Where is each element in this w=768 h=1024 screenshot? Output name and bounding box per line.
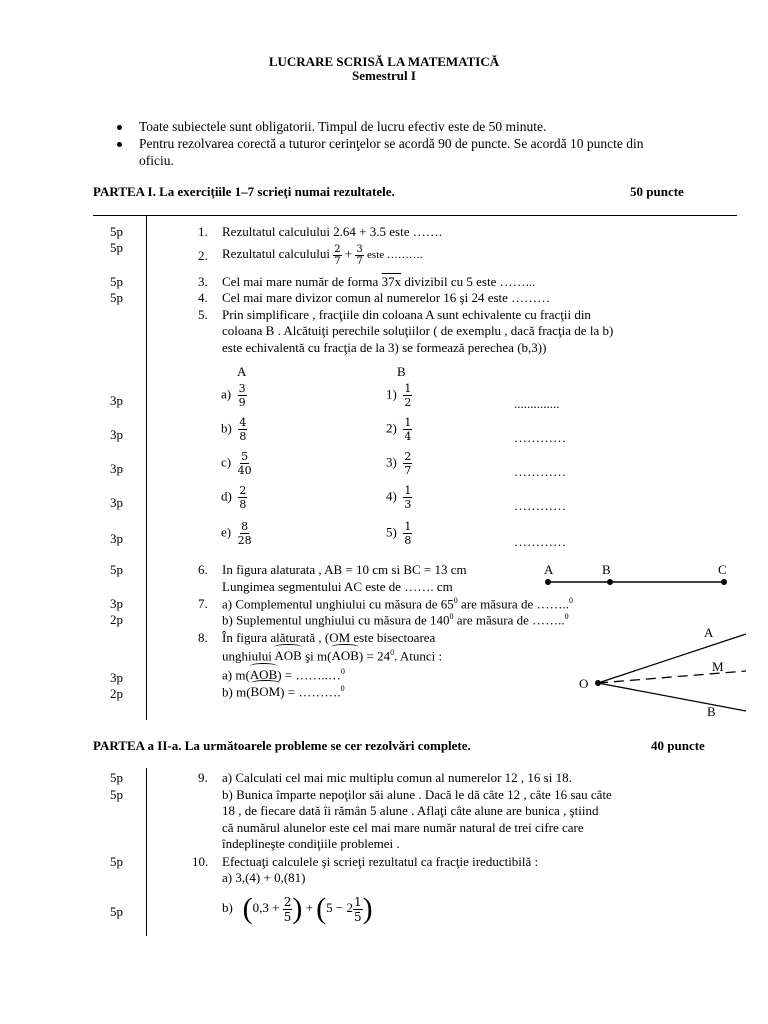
part1-divider	[93, 215, 737, 216]
q9b-text-3: că numărul alunelor este cel mai mare număr natural de trei cifre care	[222, 820, 584, 835]
q6-text-1: In figura alaturata , AB = 10 cm si BC = 13 cm	[222, 562, 467, 577]
q9a-text: a) Calculati cel mai mic multiplu comun al numerelor 12 , 16 si 18.	[222, 770, 572, 785]
q10b-expression: b) (0,3 + $\frac{2}{5}$ ) + (5 − 2 $\frac{1}{5}$ )	[222, 892, 373, 926]
q7a-text: a) Complementul unghiului cu măsura de $65^0$ are măsura de ……..$^0$	[222, 596, 573, 612]
label-b: B	[602, 562, 611, 577]
q9b-text-2: 18 , de fiecare dată îi rămân 5 alune . Aflaţi câte alune are bunica , ştiind	[222, 803, 599, 818]
q5-text-1: Prin simplificare , fracţiile din coloana A sunt echivalente cu fracţii din	[222, 307, 591, 322]
q3-points: 5p	[110, 274, 123, 289]
q7b-text: b) Suplementul unghiului cu măsura de $140^0$ are măsura de ……..$^0$	[222, 612, 569, 628]
column-b-fraction: 5) $\frac{1}{8}$	[386, 520, 412, 547]
column-b-fraction: 2) $\frac{1}{4}$	[386, 416, 412, 443]
segment-figure	[538, 560, 738, 592]
q6-points: 5p	[110, 562, 123, 577]
point-a	[545, 579, 551, 585]
q6-text-2: Lungimea segmentului AC este de ……. cm	[222, 579, 453, 594]
q7b-points: 2p	[110, 612, 123, 627]
q10a-points: 5p	[110, 854, 123, 869]
column-a-fraction: d) $\frac{2}{8}$	[221, 484, 247, 511]
q9b-points: 5p	[110, 787, 123, 802]
q9-number: 9.	[198, 770, 208, 785]
part2-title: PARTEA a II-a. La următoarele probleme se cer rezolvări complete.	[93, 738, 471, 753]
document-subtitle: Semestrul I	[352, 68, 416, 83]
q8b-points: 2p	[110, 686, 123, 701]
answer-blank: …………	[514, 430, 566, 445]
column-a-header: A	[237, 364, 247, 379]
q4-text: Cel mai mare divizor comun al numerelor 16 şi 24 este ………	[222, 290, 551, 305]
q1-points: 5p	[110, 224, 123, 239]
q5-number: 5.	[198, 307, 208, 322]
column-a-fraction: b) $\frac{4}{8}$	[221, 416, 247, 443]
bullet-icon	[117, 125, 122, 130]
pair-points: 3p	[110, 531, 123, 546]
label-ray-m: M	[712, 659, 724, 674]
q3-text: Cel mai mare număr de forma 37x divizibil cu 5 este ……...	[222, 274, 536, 289]
q8-text-2: unghiului AOB şi m(AOB ) = $24^0$. Atunci :	[222, 648, 442, 664]
q4-number: 4.	[198, 290, 208, 305]
q2-text: Rezultatul calculului $\frac{2}{7}$ + $\frac{3}{7}$ este ……….	[222, 243, 423, 267]
rule-1: Toate subiectele sunt obligatorii. Timpul de lucru efectiv este de 50 minute.	[139, 119, 547, 134]
q3-number: 3.	[198, 274, 208, 289]
column-a-fraction: e) $\frac{8}{28}$	[221, 520, 252, 547]
q2-points: 5p	[110, 240, 123, 255]
q6-number: 6.	[198, 562, 208, 577]
q7-number: 7.	[198, 596, 208, 611]
q10b-points: 5p	[110, 904, 123, 919]
column-b-fraction: 1) $\frac{1}{2}$	[386, 382, 412, 409]
label-ray-b: B	[707, 704, 716, 719]
part1-margin-line	[146, 215, 147, 720]
answer-blank: …………	[514, 464, 566, 479]
ray-ob	[598, 683, 746, 711]
q4-points: 5p	[110, 290, 123, 305]
q10-text: Efectuaţi calculele şi scrieţi rezultatul ca fracţie ireductibilă :	[222, 854, 539, 869]
part2-margin-line	[146, 768, 147, 936]
q9a-points: 5p	[110, 770, 123, 785]
pair-points: 3p	[110, 393, 123, 408]
q8b-text: b) m(BOM ) = ……….$^0$	[222, 684, 345, 700]
label-a: A	[544, 562, 554, 577]
part1-title: PARTEA I. La exerciţiile 1–7 scrieţi numai rezultatele.	[93, 184, 395, 199]
rule-2: Pentru rezolvarea corectă a tuturor cerinţelor se acordă 90 de puncte. Se acordă 10 puncte din	[139, 136, 644, 151]
q9b-text-4: îndeplineşte condiţiile problemei .	[222, 836, 400, 851]
q5-text-3: este echivalentă cu fracţia de la 3) se formează perechea (b,3))	[222, 340, 547, 355]
pair-points: 3p	[110, 495, 123, 510]
label-c: C	[718, 562, 727, 577]
q10a-text: a) 3,(4) + 0,(81)	[222, 870, 306, 885]
q10-number: 10.	[192, 854, 209, 869]
rule-2-cont: oficiu.	[139, 153, 174, 168]
q9b-text-1: b) Bunica împarte nepoţilor săi alune . Dacă le dă câte 12 , câte 16 sau câte	[222, 787, 612, 802]
answer-blank: ..............	[514, 396, 560, 411]
part2-points: 40 puncte	[651, 738, 705, 753]
label-ray-a: A	[704, 625, 714, 640]
label-o: O	[579, 676, 589, 691]
answer-blank: …………	[514, 498, 566, 513]
point-b	[607, 579, 613, 585]
point-o	[595, 680, 601, 686]
column-b-fraction: 3) $\frac{2}{7}$	[386, 450, 412, 477]
part1-points: 50 puncte	[630, 184, 684, 199]
q8a-text: a) m(AOB ) = ……..…$^0$	[222, 667, 345, 683]
q8a-points: 3p	[110, 670, 123, 685]
q8-text-1: În figura alăturată , (OM este bisectoarea	[222, 630, 436, 645]
column-a-fraction: a) $\frac{3}{9}$	[221, 382, 246, 409]
document-title: LUCRARE SCRISĂ LA MATEMATICĂ	[268, 54, 500, 69]
q2-number: 2.	[198, 248, 208, 263]
column-b-header: B	[397, 364, 406, 379]
q5-text-2: coloana B . Alcătuiţi perechile soluţiilor ( de exemplu , dacă fracţia de la b)	[222, 323, 614, 338]
angle-figure	[590, 625, 755, 720]
answer-blank: …………	[514, 534, 566, 549]
point-c	[721, 579, 727, 585]
pair-points: 3p	[110, 461, 123, 476]
column-b-fraction: 4) $\frac{1}{3}$	[386, 484, 412, 511]
column-a-fraction: c) $\frac{5}{40}$	[221, 450, 252, 477]
q7a-points: 3p	[110, 596, 123, 611]
q1-text: Rezultatul calculului 2.64 + 3.5 este …….	[222, 224, 442, 239]
bullet-icon	[117, 142, 122, 147]
q1-number: 1.	[198, 224, 208, 239]
q8-number: 8.	[198, 630, 208, 645]
pair-points: 3p	[110, 427, 123, 442]
